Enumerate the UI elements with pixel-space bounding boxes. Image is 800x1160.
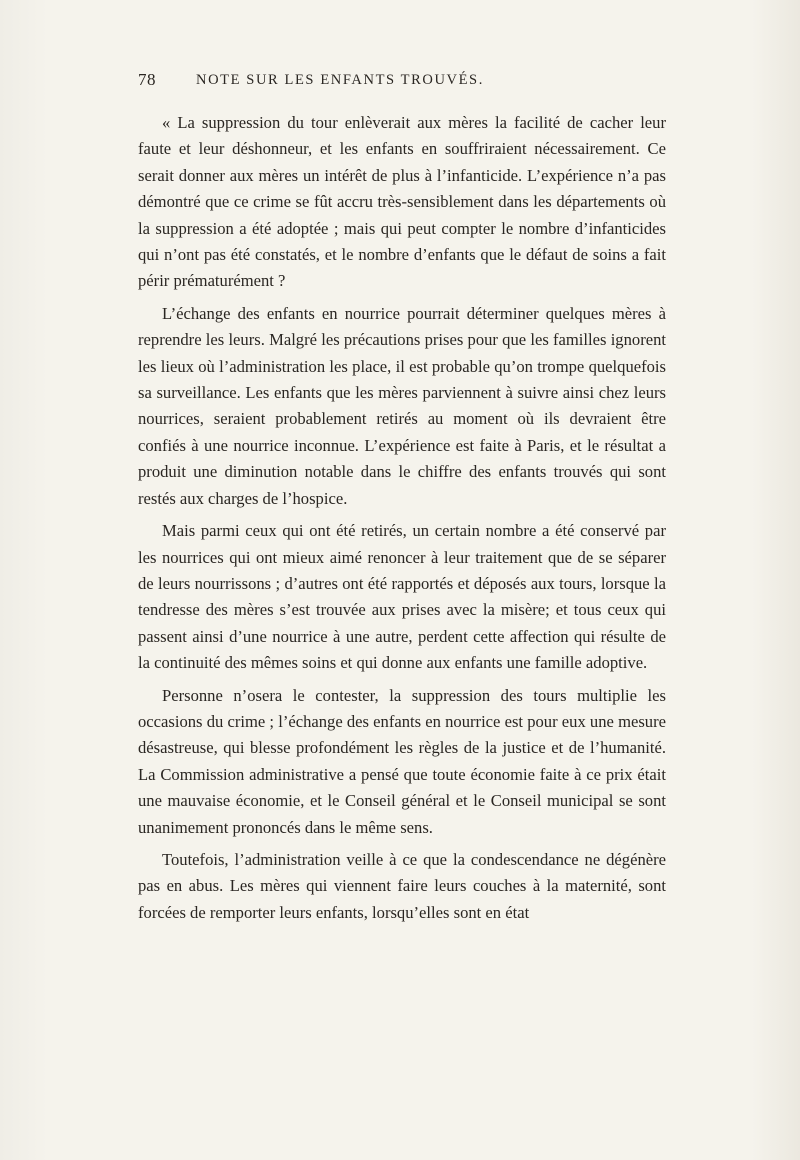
- page-number: 78: [138, 70, 156, 89]
- paragraph: « La suppression du tour enlèverait aux mères la facilité de cacher leur faute et leur déshonneur, et les enfants en souffriraient nécessairement. Ce serait donner aux mères un intérêt de plus à l’infanticide. L’expérience n’a pas démontré que ce crime se fût accru très-sensiblement dans les départements où la suppression a été adoptée ; mais qui peut compter le nombre d’infanticides qui n’ont pas été constatés, et le nombre d’enfants que le défaut de soins a fait périr prématurément ?: [138, 113, 666, 291]
- page-header: [138, 70, 658, 94]
- running-title: NOTE SUR LES ENFANTS TROUVÉS.: [196, 72, 484, 88]
- paragraph: Mais parmi ceux qui ont été retirés, un certain nombre a été conservé par les nourrices qui ont mieux aimé renoncer à leur traitement que de se séparer de leurs nourrissons ; d’autres ont été rapportés et déposés aux tours, lorsque la tendresse des mères s’est trouvée aux prises avec la misère; et tous ceux qui passent ainsi d’une nourrice à une autre, perdent cette affection qui résulte de la continuité des mêmes soins et qui donne aux enfants une famille adoptive.: [138, 521, 666, 673]
- paragraph: Personne n’osera le contester, la suppression des tours multiplie les occasions du crime ; l’échange des enfants en nourrice est pour eux une mesure désastreuse, qui blesse profondément les règles de la justice et de l’humanité. La Commission administrative a pensé que toute économie faite à ce prix était une mauvaise économie, et le Conseil général et le Conseil municipal se sont unanimement prononcés dans le même sens.: [138, 685, 666, 837]
- paragraph: Toutefois, l’administration veille à ce que la condescendance ne dégénère pas en abus. Les mères qui viennent faire leurs couches à la maternité, sont forcées de remporter leurs enfants, lorsqu’elles sont en état: [138, 849, 666, 922]
- body-text: [138, 110, 666, 932]
- paragraph: L’échange des enfants en nourrice pourrait déterminer quelques mères à reprendre les leurs. Malgré les précautions prises pour que les familles ignorent les lieux où l’administration les place, il est probable qu’on trompe quelquefois sa surveillance. Les enfants que les mères parviennent à suivre ainsi chez leurs nourrices, seraient probablement retirés au moment où ils devraient être confiés à une nourrice inconnue. L’expérience est faite à Paris, et le résultat a produit une diminution notable dans le chiffre des enfants trouvés qui sont restés aux charges de l’hospice.: [138, 303, 666, 508]
